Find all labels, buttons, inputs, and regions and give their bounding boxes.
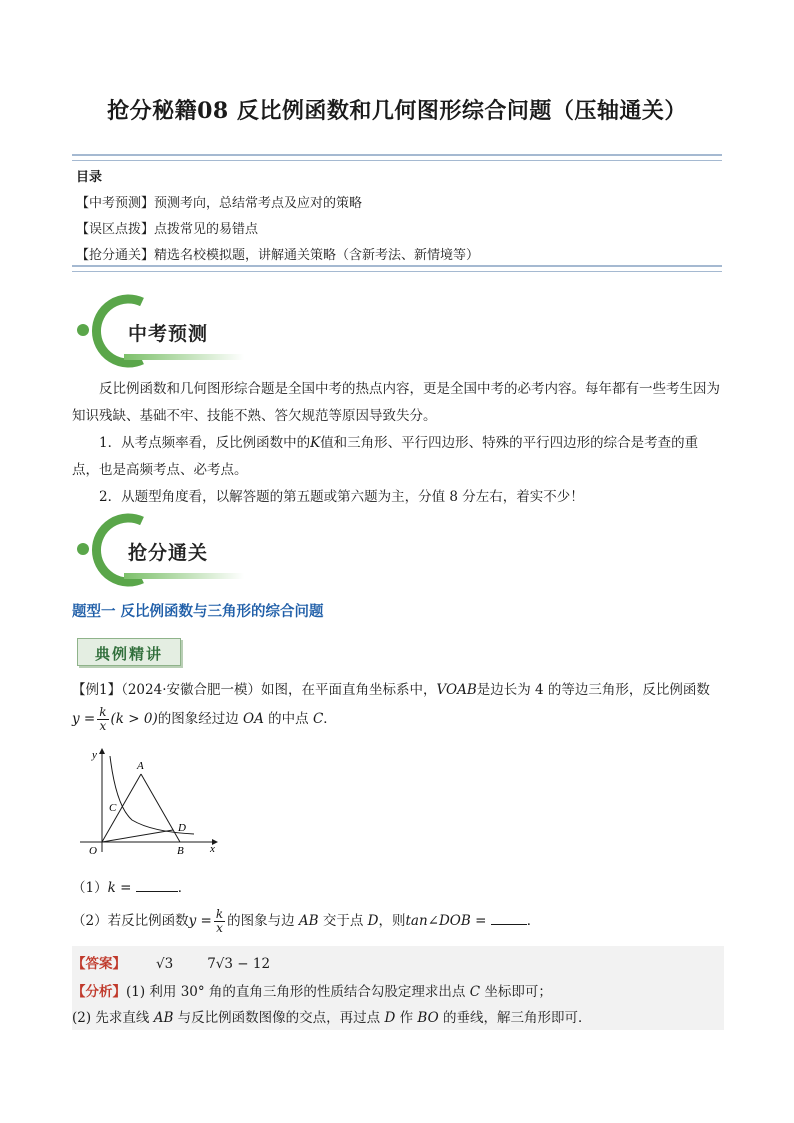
- toc-heading: 目录: [76, 170, 103, 185]
- example-line-1: [72, 678, 710, 698]
- forecast-paragraph-3: 2．从题型角度看，以解答题的第五题或第六题为主，分值 8 分左右，着实不少！: [99, 489, 584, 505]
- example-period: ．: [323, 711, 337, 727]
- analysis-2-point-d: D: [384, 1010, 396, 1026]
- point-c: C: [312, 711, 324, 727]
- forecast-p2-text-b: 值和三角形、平行四边形、特殊的平行四边形的综合是考查的重点，也是高频考点、必考点。: [72, 435, 699, 478]
- q1-period: ．: [177, 880, 192, 896]
- analysis-label: 【分析】: [72, 984, 126, 1000]
- fraction-denominator: x: [99, 719, 107, 733]
- example-line2-b: 的中点: [268, 711, 309, 727]
- q2-function-lhs: y =: [188, 913, 212, 929]
- example-line2-a: 的图象经过边: [157, 711, 239, 727]
- k-condition: (k > 0): [110, 711, 158, 727]
- analysis-2-text-b: 与反比例函数图像的交点，再过点: [173, 1010, 385, 1026]
- q1-prefix: （1）: [72, 880, 108, 896]
- q1-k: k: [107, 880, 116, 896]
- label-x: x: [210, 843, 215, 855]
- analysis-2-ab: AB: [153, 1010, 174, 1026]
- page-title: 抢分秘籍08 反比例函数和几何图形综合问题（压轴通关）: [107, 98, 687, 124]
- q1-equals: =: [115, 880, 136, 896]
- q2-period: ．: [526, 913, 541, 929]
- analysis-2-text-a: (2) 先求直线: [72, 1010, 154, 1026]
- forecast-p2-k: K: [310, 435, 321, 451]
- q2-edge-ab: AB: [298, 913, 319, 929]
- q2-equals: =: [470, 913, 491, 929]
- example-intro-b: 是边长为 4 的等边三角形，反比例函数: [476, 682, 710, 698]
- analysis-1-point-c: C: [469, 984, 481, 1000]
- toc-top-rule: [72, 154, 722, 161]
- coordinate-figure: [72, 744, 222, 856]
- example-label: 典例精讲: [94, 645, 163, 663]
- q1-blank[interactable]: [136, 878, 178, 892]
- answer-value-1: √3: [156, 956, 174, 972]
- q2-blank[interactable]: [491, 911, 527, 925]
- analysis-1-text-b: 坐标即可；: [480, 984, 552, 1000]
- label-y: y: [92, 749, 97, 761]
- edge-oa: OA: [243, 711, 264, 727]
- example-intro: 【例1】（2024·安徽合肥一模）如图，在平面直角坐标系中，: [72, 682, 437, 698]
- toc-item-mistakes[interactable]: 【误区点拨】点拨常见的易错点: [76, 222, 259, 237]
- example-line-2: [72, 706, 337, 733]
- analysis-2-text-c: 作: [395, 1010, 418, 1026]
- q2-prefix: （2）若反比例函数: [72, 913, 189, 929]
- question-2: [72, 908, 540, 935]
- toc-item-clearance[interactable]: 【抢分通关】精选名校模拟题，讲解通关策略（含新考法、新情境等）: [76, 248, 480, 263]
- section-title-clearance: 抢分通关: [128, 542, 209, 564]
- answer-row: [72, 952, 270, 972]
- q2-fraction: [214, 908, 225, 935]
- answer-label: 【答案】: [72, 956, 126, 972]
- segment-od-line: [102, 830, 173, 842]
- label-c: C: [109, 802, 117, 814]
- q2-text-d: ，则: [378, 913, 406, 929]
- question-1: [72, 876, 191, 896]
- question-type-title: 题型一 反比例函数与三角形的综合问题: [72, 604, 324, 620]
- section-banner-forecast: [72, 294, 252, 368]
- section-banner-clearance: [72, 513, 252, 587]
- fraction-numerator: k: [99, 705, 107, 719]
- analysis-row-1: [72, 980, 552, 1000]
- q2-fraction-denominator: x: [216, 921, 223, 935]
- analysis-row-2: [72, 1006, 591, 1026]
- table-of-contents: [76, 165, 479, 269]
- label-o: O: [89, 845, 97, 856]
- toc-bottom-rule: [72, 265, 722, 272]
- toc-item-forecast[interactable]: 【中考预测】预测考向，总结常考点及应对的策略: [76, 196, 363, 211]
- q2-tan-expression: tan∠DOB: [405, 913, 471, 929]
- function-lhs: y =: [72, 711, 96, 727]
- q2-point-d: D: [367, 913, 379, 929]
- analysis-1-text-a: (1) 利用 30° 角的直角三角形的性质结合勾股定理求出点: [126, 984, 470, 1000]
- answer-value-2: 7√3 − 12: [207, 956, 271, 972]
- triangle-name: VOAB: [436, 682, 477, 698]
- label-b: B: [177, 845, 184, 856]
- q2-fraction-numerator: k: [215, 907, 224, 921]
- analysis-2-text-e: 的垂线，解三角形即可．: [438, 1010, 592, 1026]
- section-title-forecast: 中考预测: [128, 323, 209, 345]
- label-a: A: [137, 760, 144, 772]
- forecast-paragraph-2: [72, 430, 724, 484]
- forecast-p2-text-a: 1．从考点频率看，反比例函数中的: [99, 435, 311, 451]
- analysis-2-bo: BO: [417, 1010, 439, 1026]
- fraction-k-over-x: [97, 706, 108, 733]
- q2-text-b: 的图象与边: [227, 913, 295, 929]
- edge-oa-line: [102, 774, 141, 842]
- label-d: D: [178, 822, 186, 834]
- example-label-box: [77, 638, 181, 666]
- forecast-paragraph-1: 反比例函数和几何图形综合题是全国中考的热点内容，更是全国中考的必考内容。每年都有一些考生因为知识残缺、基础不牢、技能不熟、答欠规范等原因导致失分。: [72, 381, 720, 424]
- y-axis-arrow-icon: [99, 748, 105, 754]
- q2-text-c: 交于点: [322, 913, 364, 929]
